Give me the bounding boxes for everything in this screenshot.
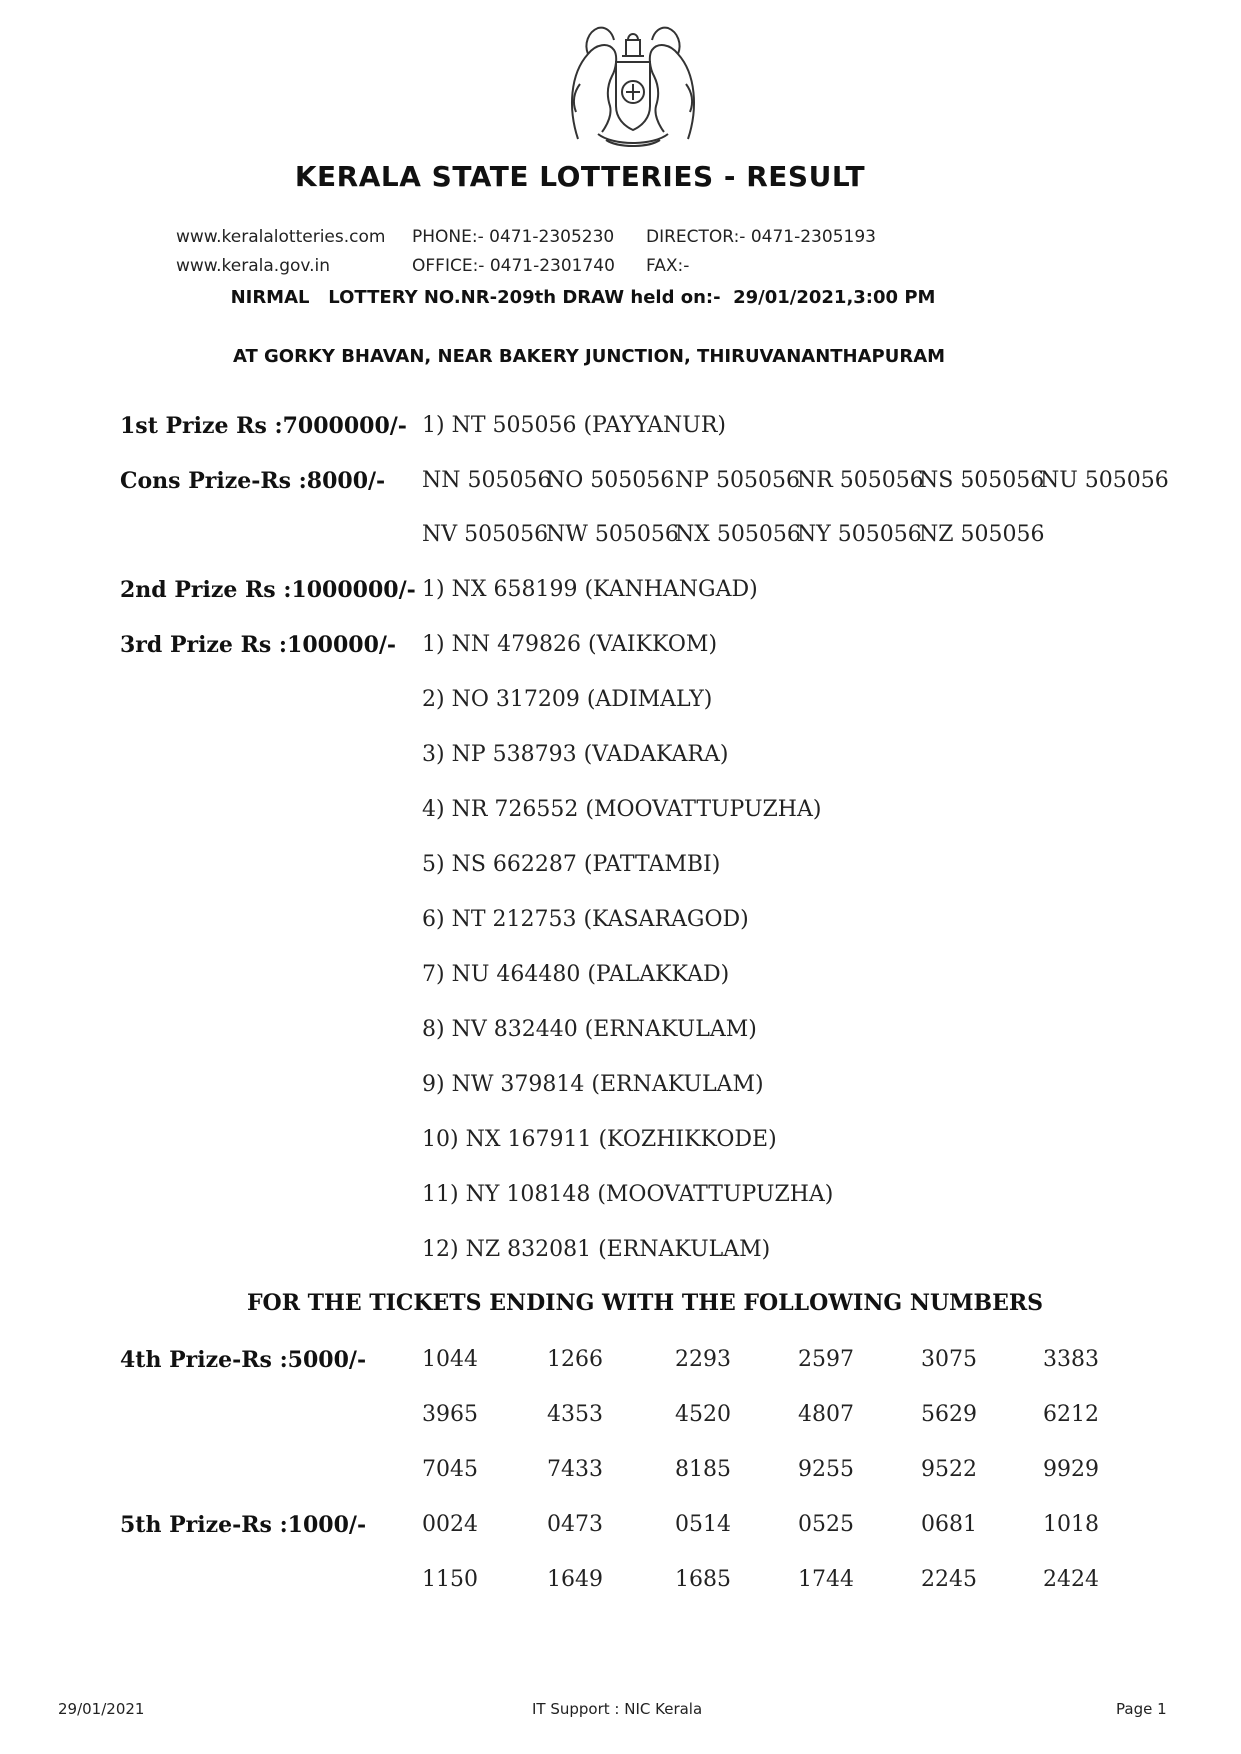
office-number: OFFICE:- 0471-2301740: [412, 256, 615, 276]
third-prize-winner: 2) NO 317209 (ADIMALY): [422, 687, 713, 712]
fourth-prize-number: 2293: [675, 1347, 731, 1372]
website-link-1[interactable]: www.keralalotteries.com: [176, 227, 386, 247]
fourth-prize-number: 3965: [422, 1402, 478, 1427]
third-prize-winner: 7) NU 464480 (PALAKKAD): [422, 962, 730, 987]
page-title: KERALA STATE LOTTERIES - RESULT: [294, 160, 866, 193]
third-prize-winner: 10) NX 167911 (KOZHIKKODE): [422, 1127, 777, 1152]
draw-info: NIRMAL LOTTERY NO.NR-209th DRAW held on:- 29/01/2021,3:00 PM: [230, 287, 936, 308]
fifth-prize-number: 0681: [921, 1512, 977, 1537]
fifth-prize-number: 0473: [547, 1512, 603, 1537]
fifth-prize-number: 1018: [1043, 1512, 1099, 1537]
venue: AT GORKY BHAVAN, NEAR BAKERY JUNCTION, THIRUVANANTHAPURAM: [232, 346, 946, 367]
cons-number: NP 505056: [675, 468, 801, 493]
second-prize-winner: 1) NX 658199 (KANHANGAD): [422, 577, 758, 602]
fourth-prize-number: 7433: [547, 1457, 603, 1482]
footer-page: Page 1: [1116, 1700, 1167, 1718]
fourth-prize-number: 9255: [798, 1457, 854, 1482]
third-prize-winner: 6) NT 212753 (KASARAGOD): [422, 907, 749, 932]
fourth-prize-number: 8185: [675, 1457, 731, 1482]
third-prize-winner: 9) NW 379814 (ERNAKULAM): [422, 1072, 764, 1097]
fourth-prize-number: 1044: [422, 1347, 478, 1372]
fourth-prize-number: 7045: [422, 1457, 478, 1482]
third-prize-winner: 3) NP 538793 (VADAKARA): [422, 742, 729, 767]
fifth-prize-label: 5th Prize-Rs :1000/-: [120, 1512, 367, 1538]
fifth-prize-number: 0024: [422, 1512, 478, 1537]
cons-number: NV 505056: [422, 522, 549, 547]
cons-number: NW 505056: [546, 522, 679, 547]
cons-number: NS 505056: [919, 468, 1045, 493]
fifth-prize-number: 1649: [547, 1567, 603, 1592]
footer-support: IT Support : NIC Kerala: [532, 1700, 703, 1718]
fifth-prize-number: 1685: [675, 1567, 731, 1592]
kerala-emblem-icon: [558, 14, 708, 154]
fifth-prize-number: 1744: [798, 1567, 854, 1592]
website-link-2[interactable]: www.kerala.gov.in: [176, 256, 331, 276]
cons-number: NZ 505056: [919, 522, 1045, 547]
third-prize-winner: 12) NZ 832081 (ERNAKULAM): [422, 1237, 771, 1262]
third-prize-label: 3rd Prize Rs :100000/-: [120, 632, 397, 658]
third-prize-winner: 11) NY 108148 (MOOVATTUPUZHA): [422, 1182, 834, 1207]
cons-prize-label: Cons Prize-Rs :8000/-: [120, 468, 386, 494]
cons-number: NY 505056: [797, 522, 922, 547]
fourth-prize-number: 2597: [798, 1347, 854, 1372]
third-prize-winner: 5) NS 662287 (PATTAMBI): [422, 852, 721, 877]
cons-number: NO 505056: [546, 468, 675, 493]
third-prize-winner: 4) NR 726552 (MOOVATTUPUZHA): [422, 797, 822, 822]
fifth-prize-number: 1150: [422, 1567, 478, 1592]
fourth-prize-label: 4th Prize-Rs :5000/-: [120, 1347, 367, 1373]
second-prize-label: 2nd Prize Rs :1000000/-: [120, 577, 416, 603]
cons-number: NR 505056: [797, 468, 924, 493]
cons-number: NU 505056: [1040, 468, 1169, 493]
first-prize-winner: 1) NT 505056 (PAYYANUR): [422, 413, 726, 438]
fifth-prize-number: 2245: [921, 1567, 977, 1592]
fourth-prize-number: 5629: [921, 1402, 977, 1427]
fourth-prize-number: 1266: [547, 1347, 603, 1372]
fourth-prize-number: 4353: [547, 1402, 603, 1427]
third-prize-winner: 8) NV 832440 (ERNAKULAM): [422, 1017, 757, 1042]
fourth-prize-number: 6212: [1043, 1402, 1099, 1427]
fourth-prize-number: 9929: [1043, 1457, 1099, 1482]
fourth-prize-number: 4520: [675, 1402, 731, 1427]
fourth-prize-number: 3383: [1043, 1347, 1099, 1372]
footer-date: 29/01/2021: [58, 1700, 145, 1718]
cons-number: NN 505056: [422, 468, 552, 493]
fifth-prize-number: 2424: [1043, 1567, 1099, 1592]
third-prize-winner: 1) NN 479826 (VAIKKOM): [422, 632, 718, 657]
fourth-prize-number: 4807: [798, 1402, 854, 1427]
cons-number: NX 505056: [675, 522, 801, 547]
fourth-prize-number: 9522: [921, 1457, 977, 1482]
director-number: DIRECTOR:- 0471-2305193: [646, 227, 876, 247]
fourth-prize-number: 3075: [921, 1347, 977, 1372]
fifth-prize-number: 0525: [798, 1512, 854, 1537]
ending-numbers-heading: FOR THE TICKETS ENDING WITH THE FOLLOWING NUMBERS: [246, 1290, 1044, 1316]
first-prize-label: 1st Prize Rs :7000000/-: [120, 413, 407, 439]
fifth-prize-number: 0514: [675, 1512, 731, 1537]
fax-number: FAX:-: [646, 256, 690, 276]
phone-number: PHONE:- 0471-2305230: [412, 227, 615, 247]
